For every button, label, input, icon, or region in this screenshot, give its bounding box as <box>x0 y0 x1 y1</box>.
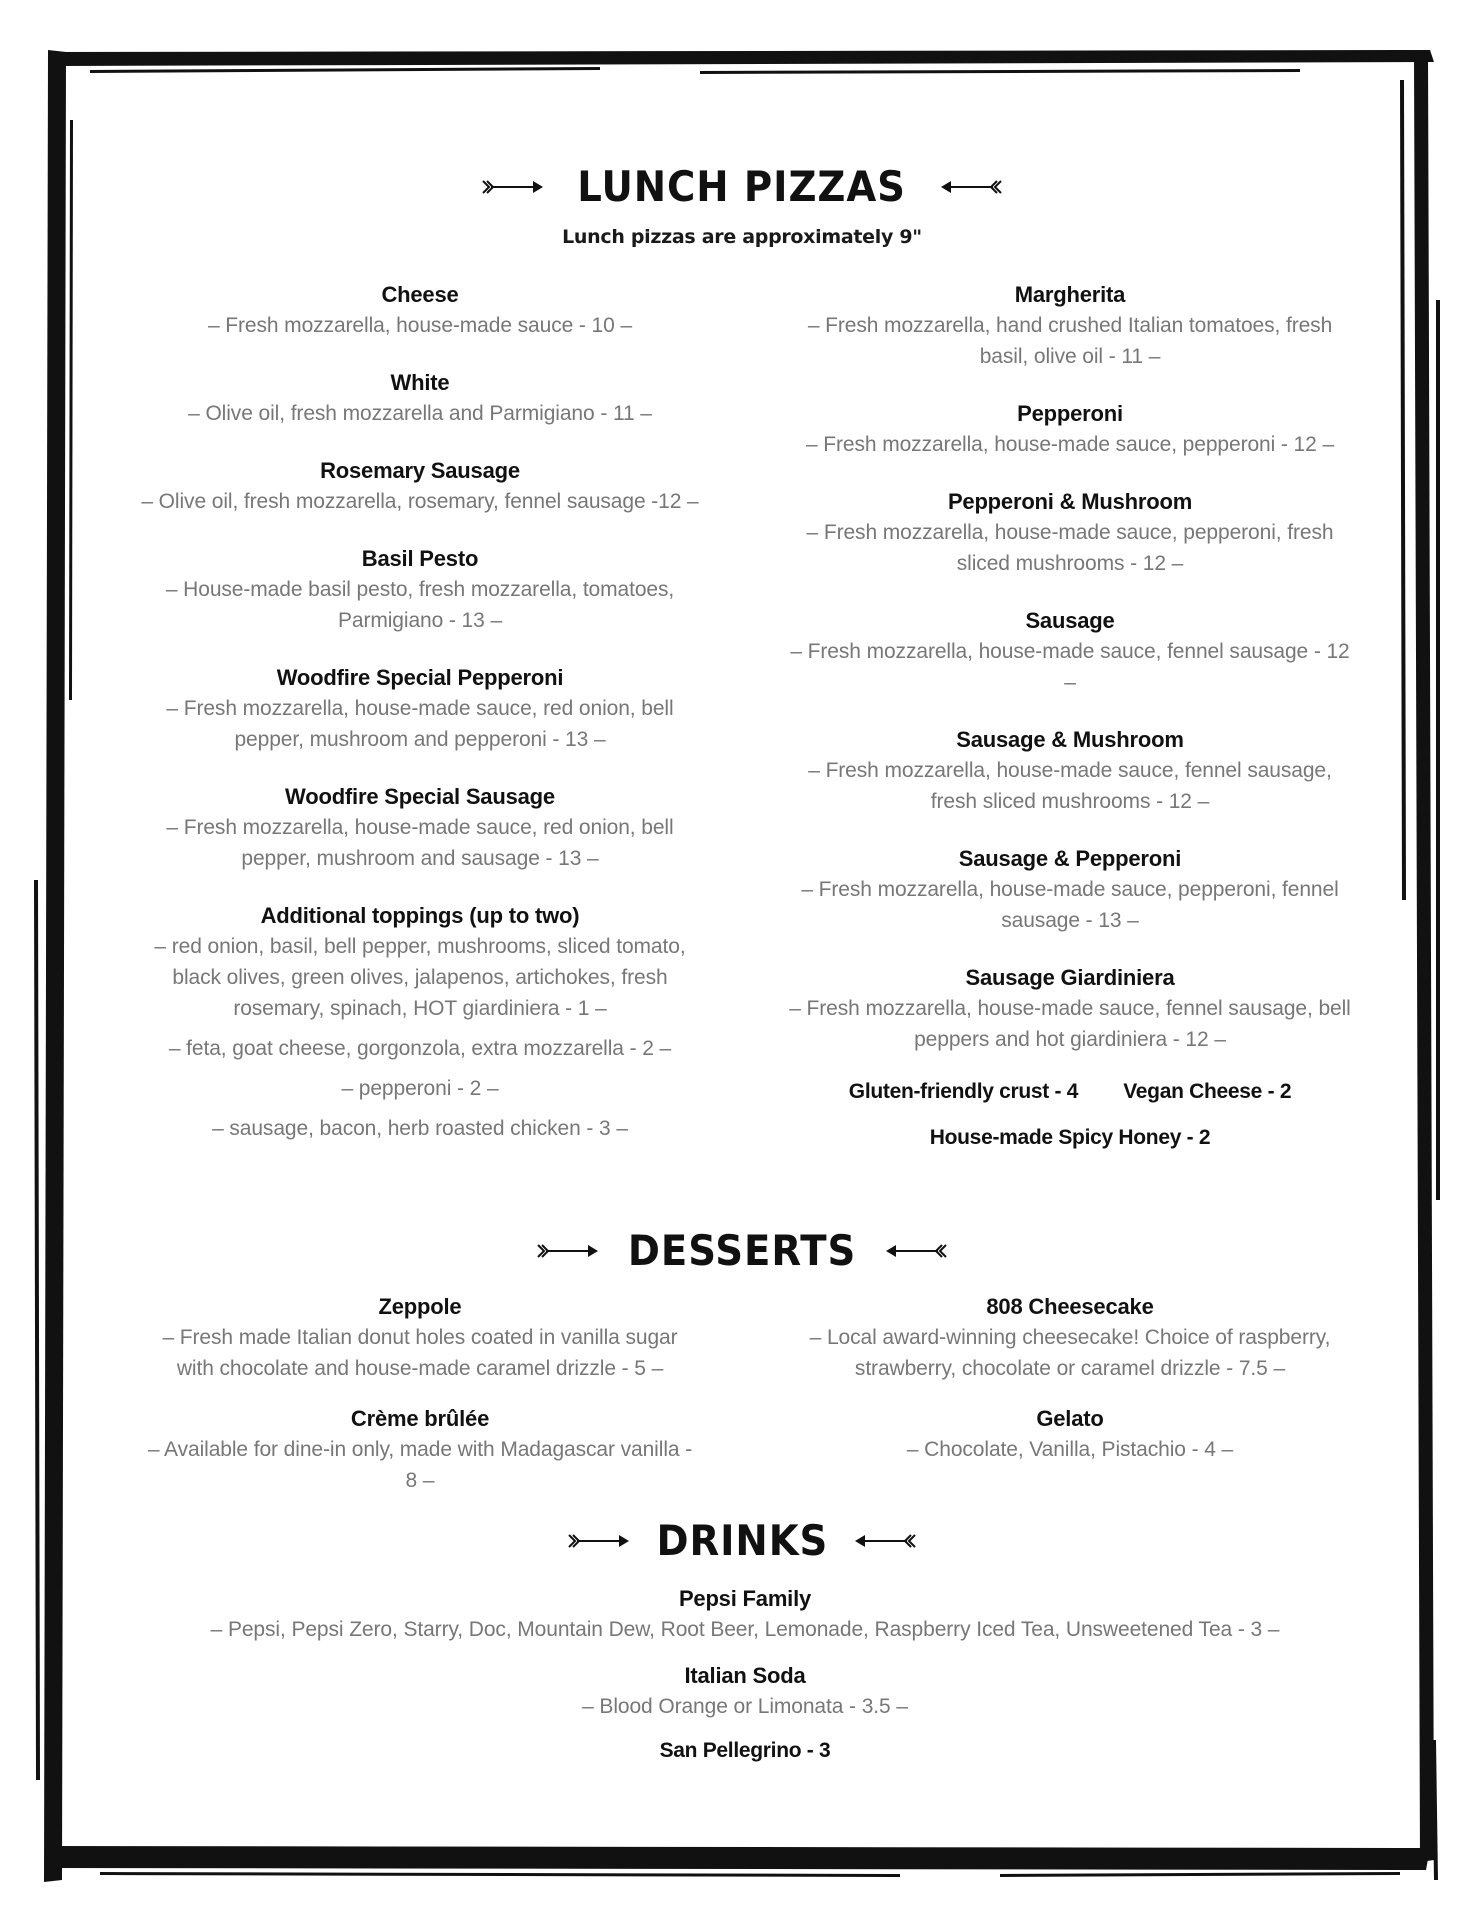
menu-item <box>770 725 1370 817</box>
desserts-section-header <box>0 1226 1484 1275</box>
gluten-friendly-crust: Gluten-friendly crust - 4 <box>848 1080 1079 1103</box>
item-desc: – Chocolate, Vanilla, Pistachio - 4 – <box>906 1438 1234 1461</box>
item-name: Pepperoni & Mushroom <box>947 489 1193 514</box>
drinks-column <box>120 1584 1370 1766</box>
item-name: 808 Cheesecake <box>986 1294 1154 1319</box>
item-desc: strawberry, chocolate or caramel drizzle - 7.5 – <box>854 1357 1286 1380</box>
item-desc: basil, olive oil - 11 – <box>979 345 1161 368</box>
item-name: White <box>390 370 450 395</box>
item-name: Pepperoni <box>1017 401 1123 426</box>
menu-item <box>770 399 1370 460</box>
arrow-right-icon <box>481 176 545 198</box>
menu-item <box>770 606 1370 698</box>
topping-extra: – sausage, bacon, herb roasted chicken - 3 – <box>212 1117 628 1140</box>
san-pellegrino: San Pellegrino - 3 <box>659 1739 831 1762</box>
topping-extra: – pepperoni - 2 – <box>341 1077 499 1100</box>
item-desc: – Olive oil, fresh mozzarella and Parmigiano - 11 – <box>188 402 652 425</box>
drinks-section-header <box>0 1516 1484 1565</box>
vegan-cheese: Vegan Cheese - 2 <box>1123 1080 1292 1103</box>
arrow-right-icon <box>536 1240 600 1262</box>
item-desc: pepper, mushroom and pepperoni - 13 – <box>234 728 606 751</box>
item-desc: rosemary, spinach, HOT giardiniera - 1 – <box>233 997 607 1020</box>
item-desc: – Pepsi, Pepsi Zero, Starry, Doc, Mountain Dew, Root Beer, Lemonade, Raspberry Iced Tea, Unsweetened Tea - 3 – <box>210 1618 1280 1641</box>
menu-item <box>120 368 720 429</box>
item-desc: – Fresh mozzarella, house-made sauce, fennel sausage - 12 <box>790 640 1350 663</box>
item-desc: sausage - 13 – <box>1001 909 1139 932</box>
spicy-honey: House-made Spicy Honey - 2 <box>929 1126 1211 1149</box>
item-desc: – House-made basil pesto, fresh mozzarella, tomatoes, <box>165 578 675 601</box>
menu-item <box>120 544 720 636</box>
item-name: Additional toppings (up to two) <box>260 903 580 928</box>
drinks-title: DRINKS <box>656 1516 828 1565</box>
menu-item <box>120 456 720 517</box>
item-desc: – Fresh mozzarella, house-made sauce, pepperoni, fennel <box>801 878 1339 901</box>
item-desc: – Fresh mozzarella, house-made sauce - 10 – <box>207 314 633 337</box>
item-name: Woodfire Special Sausage <box>285 784 555 809</box>
arrow-right-icon <box>567 1530 631 1552</box>
menu-item <box>120 663 720 755</box>
arrow-left-icon <box>884 1240 948 1262</box>
item-desc: – Available for dine-in only, made with Madagascar vanilla - <box>147 1438 693 1461</box>
item-name: Crème brûlée <box>350 1406 490 1431</box>
menu-item <box>120 1661 1370 1722</box>
item-name: Sausage Giardiniera <box>965 965 1175 990</box>
item-desc: – Blood Orange or Limonata - 3.5 – <box>582 1695 908 1718</box>
item-desc: Parmigiano - 13 – <box>337 609 503 632</box>
item-desc: – <box>1064 671 1076 694</box>
item-name: Basil Pesto <box>361 546 479 571</box>
lunch-left-column <box>120 280 720 1144</box>
item-desc: peppers and hot giardiniera - 12 – <box>914 1028 1226 1051</box>
item-name: Gelato <box>1036 1406 1104 1431</box>
menu-item <box>120 901 720 1144</box>
item-desc: – Fresh mozzarella, hand crushed Italian tomatoes, fresh <box>807 314 1333 337</box>
item-name: Cheese <box>381 282 459 307</box>
topping-extra: – feta, goat cheese, gorgonzola, extra mozzarella - 2 – <box>168 1037 672 1060</box>
item-name: Rosemary Sausage <box>320 458 520 483</box>
desserts-left-column <box>120 1292 720 1496</box>
menu-item <box>120 1292 720 1384</box>
item-desc: with chocolate and house-made caramel drizzle - 5 – <box>176 1357 664 1380</box>
extras-row <box>770 1077 1370 1107</box>
item-name: Sausage <box>1025 608 1115 633</box>
item-name: Margherita <box>1014 282 1126 307</box>
item-desc: – Fresh mozzarella, house-made sauce, red onion, bell <box>166 697 674 720</box>
lunch-pizzas-subtitle: Lunch pizzas are approximately 9" <box>562 226 922 248</box>
arrow-left-icon <box>853 1530 917 1552</box>
menu-item <box>770 487 1370 579</box>
arrow-left-icon <box>939 176 1003 198</box>
item-desc: 8 – <box>405 1469 435 1492</box>
menu-item <box>770 963 1370 1055</box>
menu-item <box>770 844 1370 936</box>
item-name: Sausage & Mushroom <box>956 727 1184 752</box>
item-desc: – Fresh mozzarella, house-made sauce, fennel sausage, bell <box>789 997 1351 1020</box>
item-desc: – Fresh made Italian donut holes coated in vanilla sugar <box>162 1326 678 1349</box>
item-desc: – Fresh mozzarella, house-made sauce, pepperoni, fresh <box>806 521 1334 544</box>
item-desc: – red onion, basil, bell pepper, mushrooms, sliced tomato, <box>154 935 686 958</box>
menu-item <box>120 782 720 874</box>
menu-item <box>120 1404 720 1496</box>
lunch-right-column <box>770 280 1370 1153</box>
item-desc: black olives, green olives, jalapenos, artichokes, fresh <box>172 966 668 989</box>
item-name: Italian Soda <box>684 1663 806 1688</box>
desserts-right-column <box>770 1292 1370 1465</box>
item-desc: – Olive oil, fresh mozzarella, rosemary, fennel sausage -12 – <box>141 490 699 513</box>
menu-item <box>120 280 720 341</box>
item-desc: sliced mushrooms - 12 – <box>956 552 1184 575</box>
menu-item <box>770 280 1370 372</box>
menu-item <box>770 1292 1370 1384</box>
item-desc: – Fresh mozzarella, house-made sauce, fennel sausage, <box>808 759 1332 782</box>
item-desc: – Fresh mozzarella, house-made sauce, red onion, bell <box>166 816 674 839</box>
item-name: Woodfire Special Pepperoni <box>276 665 564 690</box>
item-desc: fresh sliced mushrooms - 12 – <box>930 790 1210 813</box>
item-name: Sausage & Pepperoni <box>958 846 1182 871</box>
menu-item <box>770 1404 1370 1465</box>
item-desc: – Local award-winning cheesecake! Choice of raspberry, <box>809 1326 1331 1349</box>
lunch-section-header <box>0 162 1484 211</box>
lunch-pizzas-title: LUNCH PIZZAS <box>577 162 907 211</box>
item-name: Zeppole <box>378 1294 462 1319</box>
menu-item <box>120 1584 1370 1645</box>
item-desc: – Fresh mozzarella, house-made sauce, pepperoni - 12 – <box>805 433 1335 456</box>
desserts-title: DESSERTS <box>627 1226 857 1275</box>
item-name: Pepsi Family <box>678 1586 812 1611</box>
item-desc: pepper, mushroom and sausage - 13 – <box>241 847 599 870</box>
